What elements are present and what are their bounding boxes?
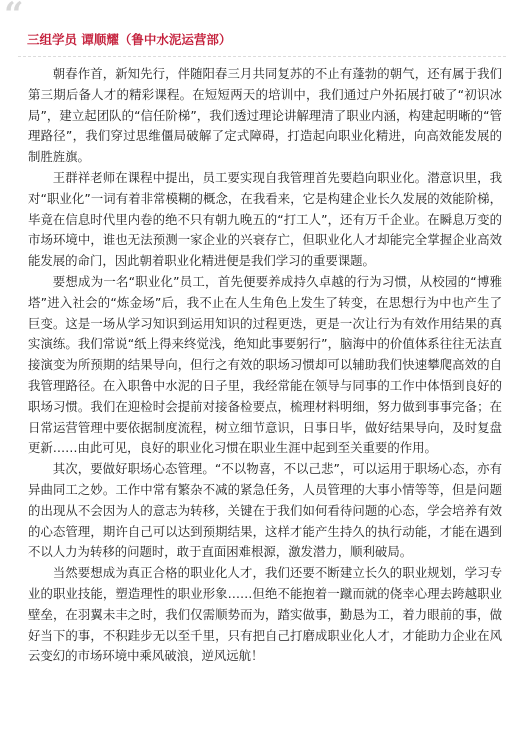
paragraph-3: 要想成为一名“职业化”员工，首先便要养成持久卓越的行为习惯，从校园的“博雅塔”进入社会的“炼金场”后，我不止在人生角色上发生了转变，在思想行为中也产生了巨变。这是一场从学习知识到运用知识的过程更迭，更是一次让行为有效作用结果的真实演练。我们常说“纸上得来终觉浅，绝知此事要躬行”，脑海中的价值体系往往无法直接演变为所预期的结果导向，但行之有效的职场习惯却可以辅助我们快速攀爬高效的自我管理路径。在入职鲁中水泥的日子里，我经常能在领导与同事的工作中体悟到良好的职场习惯。我们在迎检时会提前对接备检要点，梳理材料明细，努力做到事事完备；在日常运营管理中要依据制度流程，树立细节意识，日事日毕，做好结果导向，及时复盘更新……由此可见，良好的职业化习惯在职业生涯中起到至关重要的作用。 [28, 273, 502, 456]
paragraph-1: 朝春作首，新知先行，伴随阳春三月共同复苏的不止有蓬勃的朝气，还有属于我们第三期后备人才的精彩课程。在短短两天的培训中，我们通过户外拓展打破了“初识冰局”，建立起团队的“信任阶梯”，我们透过理论讲解理清了职业内涵，构建起明晰的“管理路径”，我们穿过思维僵局破解了定式障碍，打造起向职业化精进，向高效能发展的制胜旌旗。 [28, 66, 502, 165]
heading-divider [18, 56, 506, 57]
paragraph-5: 当然要想成为真正合格的职业化人才，我们还要不断建立长久的职业规划，学习专业的职业技能，塑造理性的职业形象……但绝不能抱着一蹴而就的侥幸心理去跨越职业壁垒，在羽翼未丰之时，我们仅需顺势而为，踏实做事，勤恳为工，着力眼前的事，做好当下的事，不积跬步无以至千里，只有把自己打磨成职业化人才，才能助力企业在风云变幻的市场环境中乘风破浪，逆风远航！ [28, 565, 502, 664]
quote-mark-icon: “ [4, 0, 24, 35]
author-heading: 三组学员 谭顺耀（鲁中水泥运营部） [27, 32, 232, 47]
paragraph-2: 王群祥老师在课程中提出，员工要实现自我管理首先要趋向职业化。潜意识里，我对“职业化”一词有着非常模糊的概念，在我看来，它是构建企业长久发展的效能阶梯，毕竟在信息时代里内卷的绝不只有朝九晚五的“打工人”，还有万千企业。在瞬息万变的市场环境中，谁也无法预测一家企业的兴衰存亡，但职业化人才却能完全掌握企业高效能发展的命门，因此朝着职业化精进便是我们学习的重要课题。 [28, 169, 502, 269]
paragraph-4: 其次，要做好职场心态管理。“不以物喜，不以己悲”，可以运用于职场心态，亦有异曲同工之妙。工作中常有繁杂不减的紧急任务，人员管理的大事小情等等，但是问题的出现从不会因为人的意志为转移，关键在于我们如何看待问题的心态，学会培养有效的心态管理，期许自己可以达到预期结果，这样才能产生持久的执行动能，才能在遇到不以人力为转移的问题时，敢于直面困难根源，激发潜力，顺利破局。 [28, 461, 502, 560]
article-body [28, 64, 502, 667]
